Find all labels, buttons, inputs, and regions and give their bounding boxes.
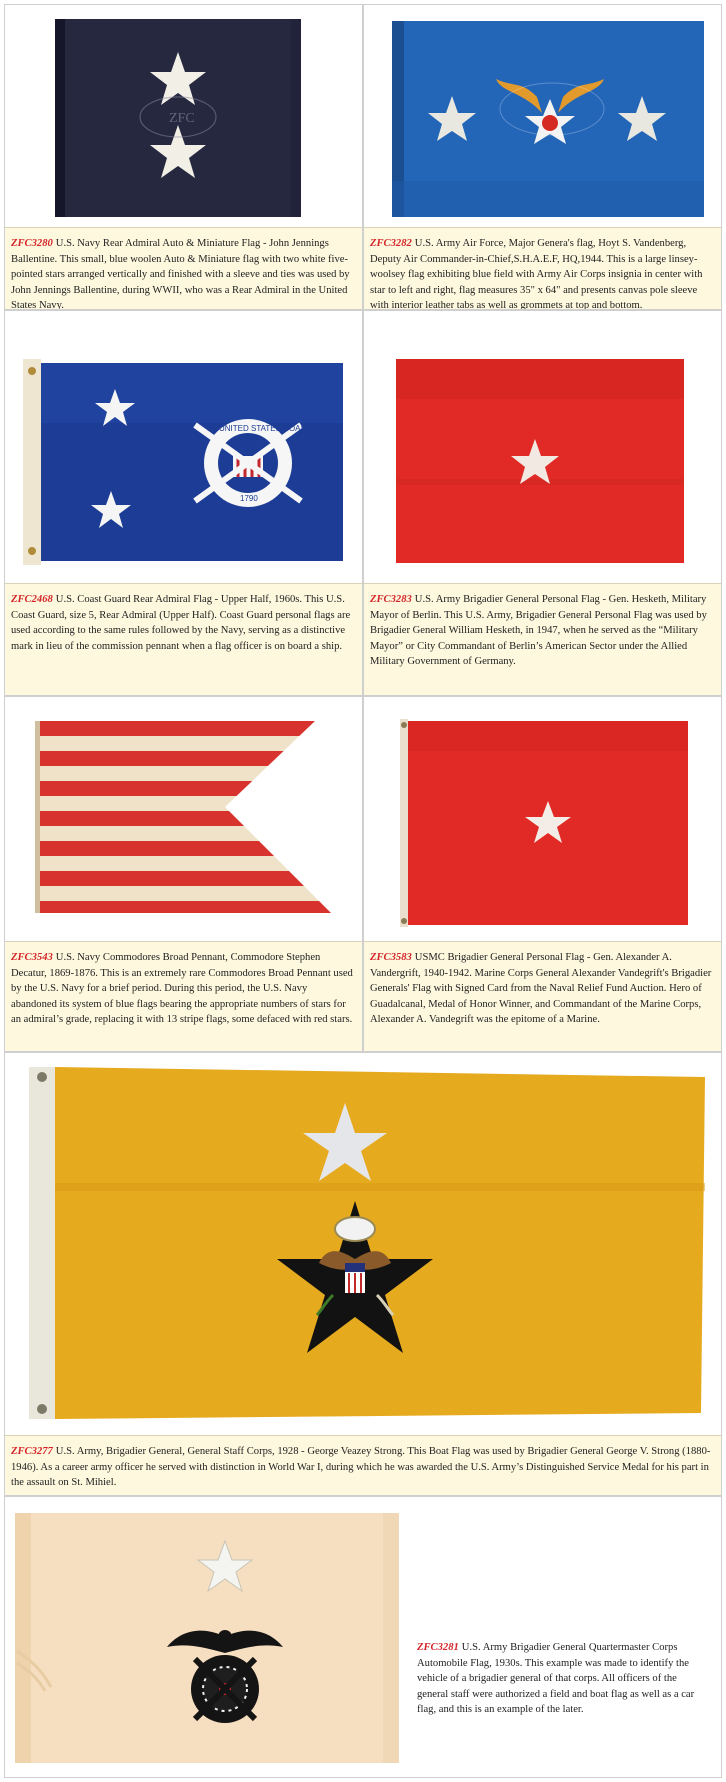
lot-code: ZFC3583 bbox=[370, 952, 412, 963]
lot-image-area bbox=[5, 1053, 721, 1435]
lot-code: ZFC3281 bbox=[417, 1642, 459, 1653]
lot-description: U.S. Navy Rear Admiral Auto & Miniature Flag - John Jennings Ballentine. This small, blue woolen Auto & Miniature flag with two white five-pointed stars arranged vertically and finished with a sleeve and ties was used by John Jennings Ballentine, during WWII, who was a Rear Admiral in the United States Navy. bbox=[11, 238, 350, 310]
lot-caption bbox=[5, 941, 362, 1052]
coast-guard-seal-year: 1790 bbox=[240, 494, 258, 503]
lot-description: U.S. Navy Commodores Broad Pennant, Commodore Stephen Decatur, 1869-1876. This is an extremely rare Commodores Broad Pennant used by the U.S. Navy for a brief period. During this period, the U.S. Navy abandoned its system of blue flags bearing the appropriate numbers of stars for an admiral’s grade, replacing it with 13 stripe flags, some defaced with red stars. bbox=[11, 952, 353, 1025]
coast-guard-rear-admiral-flag-image bbox=[23, 359, 343, 565]
lot-description: U.S. Army Brigadier General Quartermaster Corps Automobile Flag, 1930s. This example was made to identify the vehicle of a brigadier general of that corps. All officers of the general staff were authorized a field and boat flag as well as a car flag, and this is an example of the later. bbox=[417, 1642, 695, 1715]
lot-code: ZFC3280 bbox=[11, 238, 53, 249]
coast-guard-seal-text: UNITED STATES COAST GUARD bbox=[219, 424, 342, 433]
lot-image-area bbox=[5, 697, 362, 941]
lot-description: U.S. Army Air Force, Major Genera's flag, Hoyt S. Vandenberg, Deputy Air Commander-in-Chief,S.H.A.E.F, HQ,1944. This is a large linsey-woolsey flag exhibiting blue field with Army Air Corps insignia in center with star to left and right, flag measures 35" x 64" and presents canvas pole sleeve with interior leather tabs as well as grommets at top and bottom. bbox=[370, 238, 703, 310]
lot-code: ZFC3282 bbox=[370, 238, 412, 249]
lot-card-zfc3281 bbox=[4, 1496, 722, 1778]
lot-card-zfc3282 bbox=[363, 4, 722, 310]
lot-caption bbox=[364, 941, 721, 1052]
lot-card-zfc3283 bbox=[363, 310, 722, 696]
lot-card-zfc3280 bbox=[4, 4, 363, 310]
lot-caption bbox=[5, 227, 362, 310]
lot-image-area bbox=[364, 697, 721, 941]
lot-description: U.S. Coast Guard Rear Admiral Flag - Upper Half, 1960s. This U.S. Coast Guard, size 5, Rear Admiral (Upper Half). Coast Guard personal flags are used according to the same rules followed by the Navy, serving as a distinctive mark in lieu of the commission pennant when a flag officer is on board a ship. bbox=[11, 594, 351, 652]
lot-code: ZFC3543 bbox=[11, 952, 53, 963]
lot-image-area bbox=[5, 5, 362, 227]
lot-card-zfc2468 bbox=[4, 310, 363, 696]
army-brigadier-general-flag-image bbox=[396, 359, 684, 563]
lot-code: ZFC3283 bbox=[370, 594, 412, 605]
navy-rear-admiral-flag-image bbox=[55, 19, 301, 217]
general-staff-corps-flag-image bbox=[29, 1063, 709, 1423]
lot-description: USMC Brigadier General Personal Flag - Gen. Alexander A. Vandergrift, 1940-1942. Marine Corps General Alexander Vandegrift's Brigadier Generals' Flag with Signed Card from the Naval Relief Fund Auction. Hero of Guadalcanal, Medal of Honor Winner, and Commandant of the Marine Corps, Alexander A. Vandegrift was the epitome of a Marine. bbox=[370, 952, 712, 1025]
commodore-broad-pennant-image bbox=[35, 717, 335, 917]
lot-card-zfc3277 bbox=[4, 1052, 722, 1496]
lot-image-area bbox=[364, 311, 721, 583]
lot-code: ZFC3277 bbox=[11, 1446, 53, 1457]
air-force-major-general-flag-image bbox=[392, 21, 704, 217]
lot-caption bbox=[5, 1435, 721, 1496]
lot-image-area bbox=[5, 311, 362, 583]
lot-description: U.S. Army Brigadier General Personal Flag - Gen. Hesketh, Military Mayor of Berlin. This U.S. Army, Brigadier General Personal Flag was used by Brigadier General William Hesketh, in 1947, when he served as the “Military Mayor” or City Commandant of Berlin’s American Sector under the Allied Military Government of Germany. bbox=[370, 594, 707, 667]
lot-card-zfc3543 bbox=[4, 696, 363, 1052]
catalog-page bbox=[4, 4, 722, 1778]
lot-caption bbox=[364, 583, 721, 696]
lot-card-zfc3583 bbox=[363, 696, 722, 1052]
quartermaster-corps-auto-flag-image bbox=[15, 1513, 399, 1763]
lot-image-area bbox=[364, 5, 721, 227]
lot-description: U.S. Army, Brigadier General, General Staff Corps, 1928 - George Veazey Strong. This Boat Flag was used by Brigadier General George V. Strong (1880-1946). As a career army officer he served with distinction in World War I, during which he was awarded the U.S. Army’s Distinguished Service Medal for his part in the assault on St. Mihiel. bbox=[11, 1446, 711, 1488]
lot-caption-side bbox=[417, 1640, 707, 1718]
watermark-text: ZFC bbox=[169, 111, 195, 126]
lot-caption bbox=[5, 583, 362, 696]
lot-code: ZFC2468 bbox=[11, 594, 53, 605]
lot-caption bbox=[364, 227, 721, 310]
usmc-brigadier-general-flag-image bbox=[400, 719, 690, 927]
